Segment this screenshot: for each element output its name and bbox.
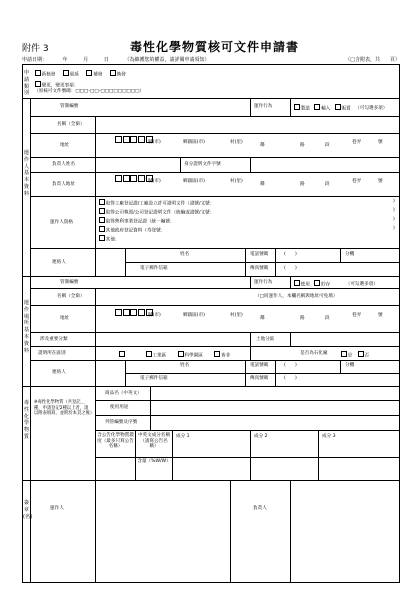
divider <box>30 98 31 480</box>
divider <box>30 157 400 158</box>
divider <box>250 98 251 116</box>
operator-control-no-label: 管制編號 <box>60 104 79 109</box>
operator-signature-area[interactable] <box>95 484 230 581</box>
apply-type-row1: 新核發 展延 補發 換發 <box>34 70 126 78</box>
divider <box>172 430 173 480</box>
county: 縣(市) <box>148 140 161 145</box>
divider <box>30 305 400 306</box>
resp-village: 村(里) <box>230 179 243 184</box>
neighborhood: 鄰 <box>260 143 265 148</box>
qualification-label: 運作人資格 <box>50 220 73 225</box>
site-op-options: 使用 貯存 （可勾選多項） <box>293 280 378 288</box>
site-contact-phone-label: 電話號碼 <box>250 363 269 368</box>
resp-number: 號 <box>378 179 383 184</box>
reissue-checkbox[interactable] <box>86 70 92 76</box>
qualification-2[interactable]: 取得公司執照/公司登記證明文件（統編或證號/文號： <box>98 208 214 216</box>
divider <box>30 332 400 333</box>
operator-name-label: 名稱（全銜） <box>57 122 85 127</box>
renew-checkbox[interactable] <box>63 70 69 76</box>
divider <box>30 288 400 289</box>
section-signature: 簽章(名) <box>23 500 33 520</box>
land-id-label: 涉及重要分類 <box>40 337 68 342</box>
date-year[interactable]: 年 <box>62 57 68 63</box>
resp-county: 縣(市) <box>148 179 161 184</box>
divider <box>30 172 400 173</box>
site-address-label: 地址 <box>60 316 70 321</box>
divider <box>30 346 400 347</box>
same-as-operator[interactable]: （□同運作人，本欄名稱與地址可免填） <box>255 294 338 299</box>
use-checkbox[interactable] <box>294 280 300 286</box>
divider <box>290 98 291 116</box>
operator-address-label: 地址 <box>60 143 70 148</box>
attachment-pages[interactable]: （□含附表，共 頁） <box>345 57 400 63</box>
divider <box>340 360 341 373</box>
resp-neighborhood: 鄰 <box>260 182 265 187</box>
divider <box>250 332 251 360</box>
divider <box>250 157 251 172</box>
site-contact-email-label: 電子郵件信箱 <box>140 376 168 381</box>
manufacture-checkbox[interactable] <box>294 104 300 110</box>
divider <box>125 360 126 386</box>
qualification-3[interactable]: 取得營利事業登記證（統一編號： <box>98 217 175 225</box>
id-no-label: 身分證明文件字號 <box>184 162 221 167</box>
divider <box>150 386 151 430</box>
resp-sign-label: 負責人 <box>253 506 267 511</box>
contact-ext-label: 分機 <box>345 252 355 257</box>
component-2: 成分 2 <box>254 434 268 439</box>
divider <box>95 430 400 431</box>
industry-zone-label: 證明所在區別 <box>38 351 66 356</box>
content-label: 含公告化學物質濃度（最多只寫公告名稱） <box>97 433 134 449</box>
form-title: 毒性化學物質核可文件申請書 <box>130 40 300 54</box>
divider <box>30 196 400 197</box>
resp-section: 段 <box>325 182 330 187</box>
site-county: 縣(市) <box>148 313 161 318</box>
divider <box>95 288 96 386</box>
application-form: 附件 3 毒性化學物質核可文件申請書 申請日期： 年 月 日 （為維護您的權益，請詳閱申請須知） （□含附表，共 頁） 申請類別 新核發 展延 補發 換發 變更，變更事項： （原核可文件號碼：□□□-□□-□□□□□□□□□） 運作人基本資料 管制編號 運作行為 製造 輸入 販賣 （可勾選多項） 名稱（全銜） 地址 縣(市) 鄉鎮區(市) 村(里) 鄰 路 段 巷弄 號 負責人姓名 身分證明文件字號 負責人地址 縣(市) 鄉鎮區(市) 村(里) 鄰 路 段 巷弄 號 運作人資格 取得工廠登記證/工廠設立許可證明文件（證號/文號： 取得公司執照/公司登記證明文件（統編或證號/文號： 取得營利事業登記證（統一編號： 其他政府登記資料（寿登號： 其他： ) ) ) ) 連絡人 姓名 電話號碼 ( ) 分機 電子郵件信箱 傳真號碼 ( ) 運作場所基本資料 管制編號 運作行為 使用 貯存 （可勾選多項） 名稱（全銜） （□同運作人，本欄名稱與地址可免填） 地址 縣(市) 鄉鎮區(市) 村(里) 鄰 路 段 巷弄 號 涉及重要分類 土地分區 證明所在區別 工業區 科學園區 皆非 是否為石化廠 是 否 連絡人 姓名 電話號碼 ( ) 分機 電子郵件信箱 傳真號碼 ( ) 毒性化學物質 ※毒性化學物質（共登記＿種，申請登記2種以上者，請以附表填寫，並附於本頁之後） 商品名（中英文） 使用用途 列管編號及序號 含公告化學物質濃度（最多只寫公告名稱） 中英文成分名稱（請寫公告名稱） 成分 1 成分 2 成分 3 含量（%W/W） 簽章(名) 運作人 負責人 <box>0 0 420 593</box>
op-behavior-label: 運作行為 <box>254 104 273 109</box>
divider <box>30 116 400 117</box>
divider <box>250 276 251 288</box>
divider <box>230 480 231 583</box>
divider <box>95 415 400 416</box>
product-name-label: 商品名（中英文） <box>105 391 142 396</box>
divider <box>275 248 276 276</box>
usage-label: 使用用途 <box>110 405 129 410</box>
store-checkbox[interactable] <box>314 280 320 286</box>
site-section: 段 <box>325 316 330 321</box>
section-operator: 運作人基本資料 <box>23 150 30 197</box>
operator-sign-label: 運作人 <box>50 506 64 511</box>
divider <box>135 430 136 480</box>
divider <box>290 332 291 346</box>
resp-lane: 巷弄 <box>352 179 362 184</box>
divider <box>95 400 400 401</box>
change-checkbox[interactable] <box>35 81 41 87</box>
divider <box>95 457 400 458</box>
divider <box>95 116 96 276</box>
divider <box>22 276 400 277</box>
import-checkbox[interactable] <box>314 104 320 110</box>
site-contact-ext-label: 分機 <box>345 363 355 368</box>
divider <box>180 157 181 172</box>
divider <box>290 276 291 288</box>
divider <box>125 248 126 276</box>
rights-note: （為維護您的權益，請詳閱申請須知） <box>124 57 210 63</box>
qualification-1[interactable]: 取得工廠登記證/工廠設立許可證明文件（證號/文號： <box>98 199 214 207</box>
divider <box>30 480 31 583</box>
date-label: 申請日期： <box>22 57 48 63</box>
contact-phone-label: 電話號碼 <box>250 252 269 257</box>
divider <box>250 430 251 480</box>
contact-email-label: 電子郵件信箱 <box>140 266 168 271</box>
divider <box>125 262 400 263</box>
resp-address-label: 負責人地址 <box>52 182 75 187</box>
divider <box>125 373 400 374</box>
divider <box>22 386 400 387</box>
site-lane: 巷弄 <box>352 313 362 318</box>
section: 段 <box>325 143 330 148</box>
site-neighborhood: 鄰 <box>260 316 265 321</box>
cas-label: 中英文成分名稱（請寫公告名稱） <box>137 433 171 449</box>
resp-road: 路 <box>300 182 305 187</box>
component-3: 成分 3 <box>322 434 336 439</box>
divider <box>318 430 319 480</box>
site-village: 村(里) <box>230 313 243 318</box>
original-permit-number[interactable]: （原核可文件號碼：□□□-□□-□□□□□□□□□） <box>34 89 145 94</box>
date-month[interactable]: 月 <box>83 57 89 63</box>
qualification-4[interactable]: 其他政府登記資料（寿登號： <box>98 226 165 234</box>
date-day[interactable]: 日 <box>103 57 109 63</box>
divider <box>30 248 400 249</box>
qualification-5[interactable]: 其他： <box>98 235 119 243</box>
site-township: 鄉鎮區(市) <box>183 313 205 318</box>
section-site: 運作場所基本資料 <box>23 300 30 354</box>
contact-name-label: 姓名 <box>180 252 190 257</box>
site-op-behavior-label: 運作行為 <box>254 280 273 285</box>
village: 村(里) <box>230 140 243 145</box>
sell-checkbox[interactable] <box>335 104 341 110</box>
site-control-no-label: 管制編號 <box>60 280 79 285</box>
change-row: 變更，變更事項： <box>34 81 78 89</box>
divider <box>22 480 400 481</box>
resp-township: 鄉鎮區(市) <box>183 179 205 184</box>
petro-label: 是否為石化廠 <box>300 351 328 356</box>
list-no-label: 列管編號及序號 <box>105 420 138 425</box>
op-behavior-options: 製造 輸入 販賣 （可勾選多項） <box>293 104 387 112</box>
township: 鄉鎮區(市) <box>183 140 205 145</box>
divider <box>30 133 400 134</box>
site-road: 路 <box>300 316 305 321</box>
divider <box>22 98 400 99</box>
divider <box>275 360 276 386</box>
section-chemical: 毒性化學物質 <box>23 400 30 440</box>
divider <box>340 248 341 262</box>
zone-options: 工業區 科學園區 皆非 <box>118 351 230 359</box>
divider <box>30 360 400 361</box>
chemical-note: ※毒性化學物質（共登記＿種，申請登記2種以上者，請以附表填寫，並附於本頁之後） <box>34 400 95 416</box>
appendix-label: 附件 3 <box>22 44 49 54</box>
component-1: 成分 1 <box>176 434 190 439</box>
number: 號 <box>378 140 383 145</box>
site-name-label: 名稱（全銜） <box>57 294 85 299</box>
resp-signature-area[interactable] <box>290 484 398 581</box>
divider <box>95 386 96 480</box>
contact-label: 連絡人 <box>52 260 66 265</box>
application-date <box>22 56 223 63</box>
unit-label: 含量（%W/W） <box>137 459 171 464</box>
petro-options: 是 否 <box>340 351 369 359</box>
new-checkbox[interactable] <box>35 70 41 76</box>
divider <box>245 360 246 386</box>
contact-fax-label: 傳真號碼 <box>250 266 269 271</box>
section-apply-type: 申請類別 <box>23 70 30 97</box>
site-contact-fax-label: 傳真號碼 <box>250 376 269 381</box>
resp-name-label: 負責人姓名 <box>52 162 75 167</box>
divider <box>245 248 246 276</box>
site-contact-label: 連絡人 <box>52 370 66 375</box>
land-zone-label: 土地分區 <box>256 337 275 342</box>
road: 路 <box>300 143 305 148</box>
site-number: 號 <box>378 313 383 318</box>
site-contact-name-label: 姓名 <box>180 363 190 368</box>
replace-checkbox[interactable] <box>110 70 116 76</box>
lane: 巷弄 <box>352 140 362 145</box>
